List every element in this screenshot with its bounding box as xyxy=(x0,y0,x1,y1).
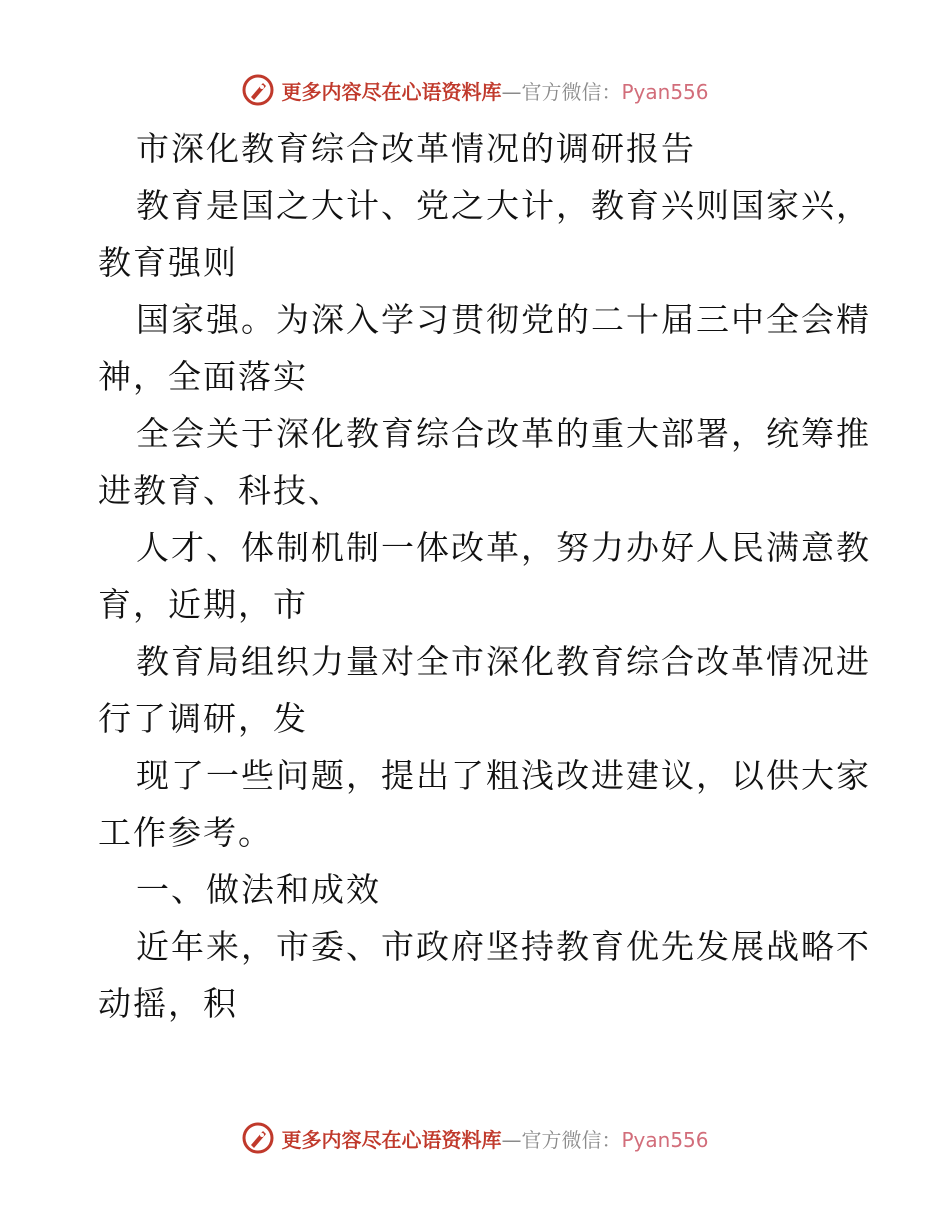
paragraph-line: 近年来，市委、市政府坚持教育优先发展战略不 xyxy=(136,927,871,966)
paragraph-line: 教育强则 xyxy=(98,243,238,282)
paragraph-line: 国家强。为深入学习贯彻党的二十届三中全会精 xyxy=(136,300,871,339)
paragraph-line: 教育是国之大计、党之大计，教育兴则国家兴， xyxy=(136,186,871,225)
footer-banner xyxy=(0,1118,950,1158)
paragraph-line: 全会关于深化教育综合改革的重大部署，统筹推 xyxy=(136,414,871,453)
paragraph-line: 动摇，积 xyxy=(98,984,238,1023)
banner-title: 更多内容尽在心语资料库 xyxy=(281,1127,502,1152)
banner-account: Pyan556 xyxy=(621,1127,709,1152)
paragraph-line: 教育局组织力量对全市深化教育综合改革情况进 xyxy=(136,642,871,681)
banner-account: Pyan556 xyxy=(621,79,709,104)
pen-nib-logo-icon xyxy=(241,73,275,107)
document-body xyxy=(98,120,871,1032)
document-title: 市深化教育综合改革情况的调研报告 xyxy=(136,129,696,168)
paragraph-line: 育，近期，市 xyxy=(98,585,308,624)
section-heading: 一、做法和成效 xyxy=(136,870,381,909)
paragraph-line: 进教育、科技、 xyxy=(98,471,343,510)
pen-nib-logo-icon xyxy=(241,1121,275,1155)
banner-dash: — xyxy=(501,79,522,104)
header-banner xyxy=(0,70,950,110)
banner-title: 更多内容尽在心语资料库 xyxy=(281,79,502,104)
paragraph-line: 行了调研，发 xyxy=(98,699,308,738)
paragraph-line: 工作参考。 xyxy=(98,813,273,852)
paragraph-line: 神，全面落实 xyxy=(98,357,308,396)
paragraph-line: 现了一些问题，提出了粗浅改进建议，以供大家 xyxy=(136,756,871,795)
banner-wechat-label: 官方微信： xyxy=(521,1127,622,1152)
banner-wechat-label: 官方微信： xyxy=(521,79,622,104)
banner-dash: — xyxy=(501,1127,522,1152)
paragraph-line: 人才、体制机制一体改革，努力办好人民满意教 xyxy=(136,528,871,567)
